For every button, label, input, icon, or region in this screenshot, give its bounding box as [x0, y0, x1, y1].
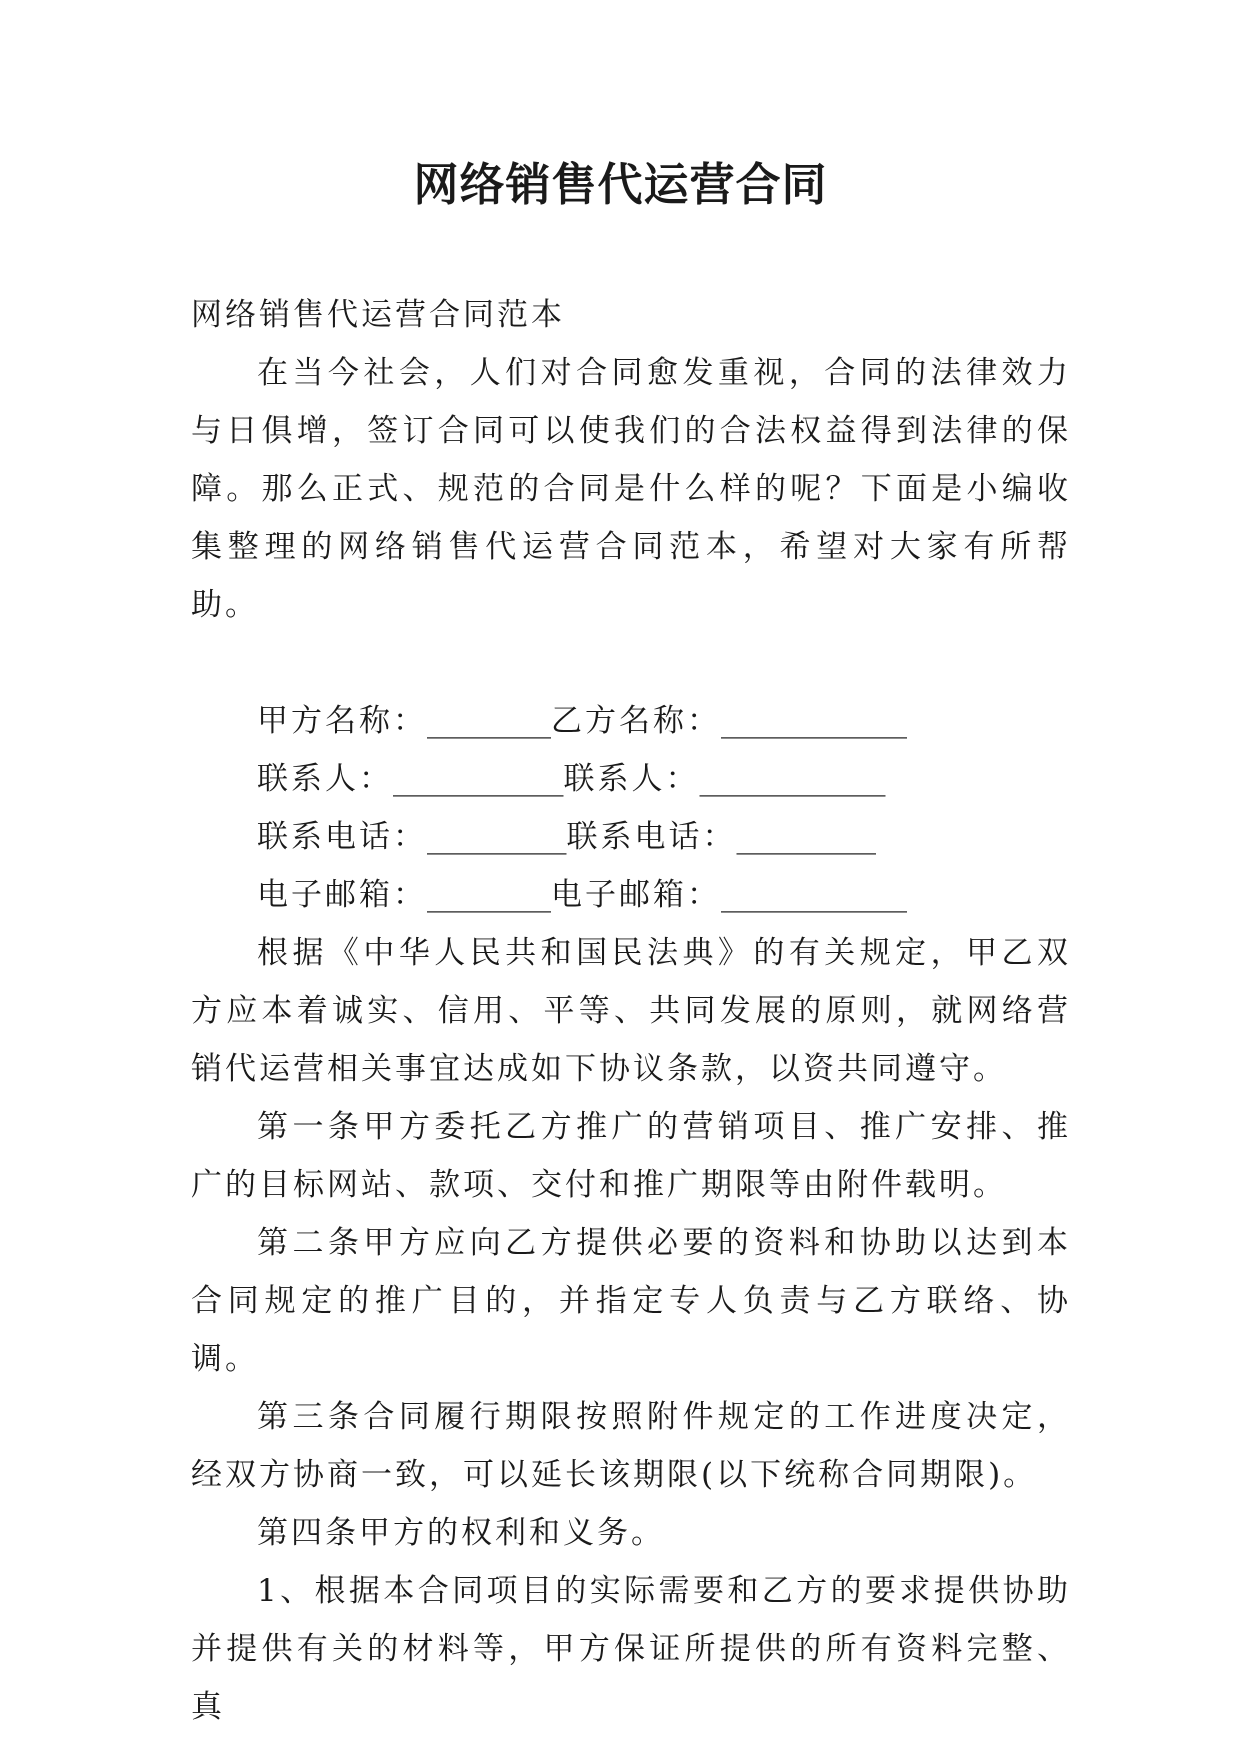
document-body	[191, 286, 1071, 1736]
party-a-email-blank: ________	[427, 877, 551, 913]
party-b-phone-blank: _________	[736, 819, 876, 855]
party-a-phone-label: 联系电话：	[257, 819, 427, 855]
party-b-email-label: 电子邮箱：	[551, 877, 721, 913]
article-3-paragraph: 第三条合同履行期限按照附件规定的工作进度决定，经双方协商一致，可以延长该期限(以下统称合同期限)。	[191, 1399, 1071, 1493]
party-b-phone-label: 联系电话：	[566, 819, 737, 855]
article-1-paragraph: 第一条甲方委托乙方推广的营销项目、推广安排、推广的目标网站、款项、交付和推广期限等由附件载明。	[191, 1109, 1071, 1203]
party-a-email-label: 电子邮箱：	[257, 877, 427, 913]
contact-person-row	[191, 750, 1071, 808]
party-name-row	[191, 692, 1071, 750]
party-a-name-blank: ________	[427, 703, 551, 739]
party-b-contact-blank: ____________	[699, 761, 886, 797]
party-a-contact-blank: ___________	[393, 761, 564, 797]
document-subtitle: 网络销售代运营合同范本	[191, 297, 565, 333]
party-a-phone-blank: _________	[427, 819, 567, 855]
document-title: 网络销售代运营合同	[413, 158, 828, 211]
party-b-email-blank: ____________	[721, 877, 907, 913]
party-a-contact-label: 联系人：	[257, 761, 393, 797]
article-4-heading: 第四条甲方的权利和义务。	[257, 1515, 665, 1551]
article-2-paragraph: 第二条甲方应向乙方提供必要的资料和协助以达到本合同规定的推广目的，并指定专人负责与乙方联络、协调。	[191, 1225, 1071, 1377]
party-b-name-blank: ____________	[721, 703, 907, 739]
phone-row	[191, 808, 1071, 866]
party-a-name-label: 甲方名称：	[257, 703, 427, 739]
intro-paragraph: 在当今社会，人们对合同愈发重视，合同的法律效力与日俱增，签订合同可以使我们的合法权益得到法律的保障。那么正式、规范的合同是什么样的呢？下面是小编收集整理的网络销售代运营合同范本，希望对大家有所帮助。	[191, 355, 1071, 623]
email-row	[191, 866, 1071, 924]
paragraph-spacer	[191, 634, 1071, 692]
legal-basis-paragraph: 根据《中华人民共和国民法典》的有关规定，甲乙双方应本着诚实、信用、平等、共同发展的原则，就网络营销代运营相关事宜达成如下协议条款，以资共同遵守。	[191, 935, 1071, 1087]
article-4-item-1: 1、根据本合同项目的实际需要和乙方的要求提供协助并提供有关的材料等，甲方保证所提供的所有资料完整、真	[191, 1573, 1071, 1725]
party-b-name-label: 乙方名称：	[551, 703, 721, 739]
party-b-contact-label: 联系人：	[563, 761, 700, 797]
